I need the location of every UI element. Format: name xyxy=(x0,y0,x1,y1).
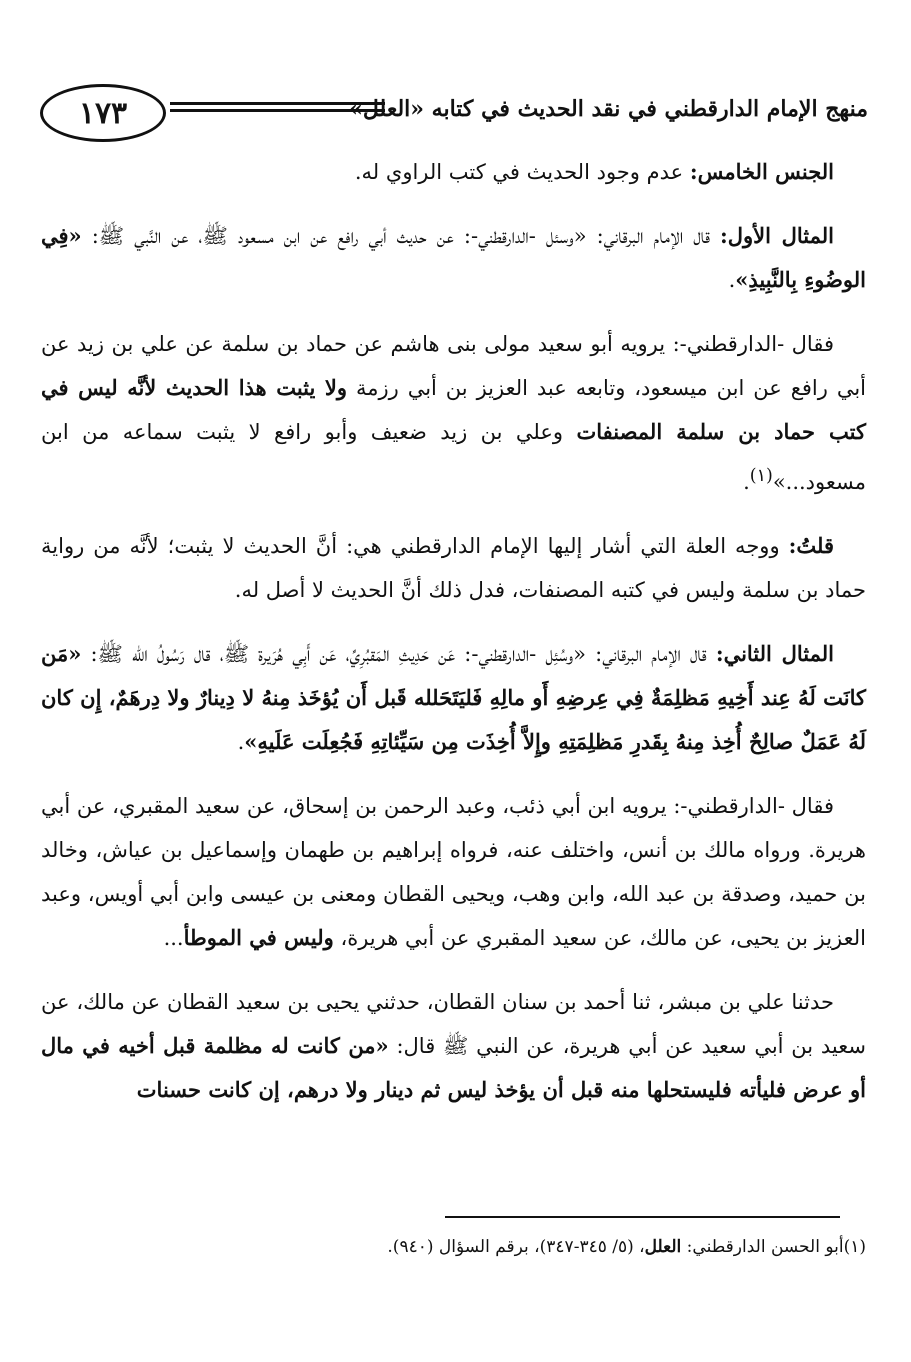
paragraph-text: فقال -الدارقطني-: يرويه ابن أبي ذئب، وعبد الرحمن بن إسحاق، عن سعيد المقبري، عن أبي هريرة. ورواه مالك بن أنس، واختلف عنه، فرواه إبراهيم بن طهمان وإسماعيل بن عياش، وخالد بن حميد، وصدقة بن عبد الله، وابن وهب، ويحيى القطان ومعنى بن عيسى وابن أبي أويس، وعبد العزيز بن يحيى، عن مالك، عن سعيد المقبري عن أبي هريرة، xyxy=(41,794,866,950)
footnote-book-title: العلل xyxy=(644,1237,682,1257)
footnote xyxy=(41,1232,866,1262)
book-title: منهج الإمام الدارقطني في نقد الحديث في كتابه «العلل» xyxy=(349,96,868,122)
footnote-number: (١) xyxy=(843,1237,866,1257)
hadith-text: «من كانت له مظلمة قبل أخيه في مال أو عرض فليأته فليستحلها منه قبل أن يؤخذ ليس ثم دينار ولا درهم، إن كانت حسنات xyxy=(41,1033,866,1102)
paragraph-text: . xyxy=(728,268,736,292)
paragraph-text: حدثنا علي بن مبشر، ثنا أحمد بن سنان القطان، حدثني يحيى بن سعيد القطان عن مالك، عن سعيد بن أبي سعيد عن أبي هريرة، عن النبي ﷺ قال: xyxy=(41,990,866,1058)
footnote-separator xyxy=(445,1216,840,1218)
paragraph-text: ... xyxy=(163,926,184,950)
hadith-text: «مَن كانَت لَهُ عِند أَخِيهِ مَظلِمَةٌ فِي عِرضِهِ أَو مالِهِ فَليَتَحَلله قَبل أَن يُؤخَذ مِنهُ لا دِينارٌ ولا دِرهَمٌ، إِن كان لَهُ عَمَلٌ صالِحٌ أُخِذ مِنهُ بِقَدرِ مَظلِمَتِهِ وإِلاَّ أُخِذَت مِن سَيِّئاتِهِ فَجُعِلَت عَلَيهِ» xyxy=(41,641,866,754)
example-label: المثال الأول: xyxy=(720,223,835,248)
page-header xyxy=(40,70,868,150)
footnote-text: ، (٥/ ٣٤٥-٣٤٧)، برقم السؤال (٩٤٠). xyxy=(387,1237,645,1257)
paragraph-text: ووجه العلة التي أشار إليها الإمام الدارقطني هي: أنَّ الحديث لا يثبت؛ لأنَّه من رواية حماد بن سلمة وليس في كتبه المصنفات، فدل ذلك أنَّ الحديث لا أصل له. xyxy=(41,534,866,602)
paragraph-fifth-type xyxy=(41,150,866,194)
paragraph-text: قال الإمام البرقاني: «وسئل -الدارقطني-: عن حديث أبي رافع عن ابن مسعود ﷺ، عن النَّبي ﷺ: xyxy=(81,224,721,248)
paragraph-daraqutni-answer-2 xyxy=(41,784,866,960)
emphasized-text: وليس في الموطأ xyxy=(183,925,334,950)
footnote-text: أبو الحسن الدارقطني: xyxy=(681,1237,844,1257)
paragraph-text: فقال -الدارقطني-: يرويه أبو سعيد مولى بنى هاشم عن حماد بن سلمة عن علي بن زيد عن أبي رافع عن ابن ميسعود، وتابعه عبد العزيز بن أبي رزمة xyxy=(41,332,866,400)
emphasized-text: ولا يثبت هذا الحديث لأنَّه ليس في كتب حماد بن سلمة المصنفات xyxy=(41,375,867,444)
paragraph-isnad xyxy=(41,980,866,1112)
paragraph-text: . xyxy=(743,470,750,494)
paragraph-author-comment xyxy=(41,524,866,612)
comment-label: قلتُ: xyxy=(788,533,834,558)
example-label: المثال الثاني: xyxy=(715,641,834,666)
paragraph-first-example xyxy=(41,214,866,302)
footnote-reference[interactable]: (١) xyxy=(749,466,773,486)
paragraph-text: قال الإمام البرقاني: «وسُئِل -الدارقطني-: عَن حَدِيثِ المَقبُرِيِّ، عَن أَبِي هُرَيرة ﷺ، قال رَسُولُ الله ﷺ: xyxy=(81,642,716,666)
page-body xyxy=(41,150,866,1132)
page-number: ١٧٣ xyxy=(40,84,166,142)
paragraph-text: . xyxy=(237,730,245,754)
section-label: الجنس الخامس: xyxy=(689,159,834,184)
paragraph-second-example xyxy=(41,632,866,764)
paragraph-text: وعلي بن زيد ضعيف وأبو رافع لا يثبت سماعه من ابن مسعود...» xyxy=(41,420,866,494)
paragraph-text: عدم وجود الحديث في كتب الراوي له. xyxy=(354,160,690,184)
paragraph-daraqutni-answer xyxy=(41,322,866,504)
hadith-text: «فِي الوضُوءِ بِالنَّبِيذِ» xyxy=(41,223,866,292)
